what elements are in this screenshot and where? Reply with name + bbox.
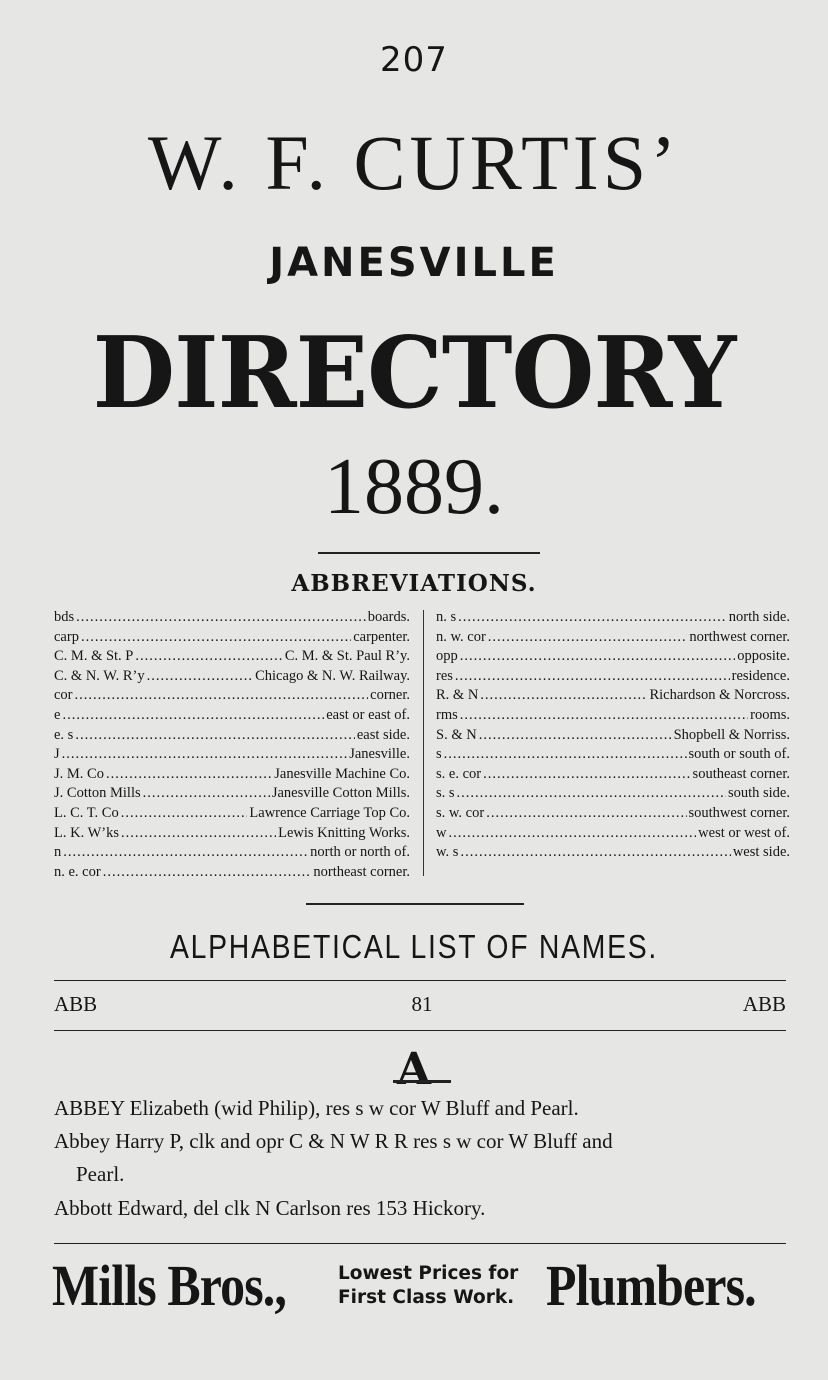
- leader-dots: [483, 765, 690, 785]
- abbreviation-key: bds: [54, 609, 75, 625]
- abbreviation-row: [54, 608, 410, 628]
- abbreviation-row: [436, 667, 790, 687]
- entry-continuation: Pearl.: [76, 1162, 125, 1186]
- abbreviation-row: [54, 843, 410, 863]
- abbreviation-key: carp: [54, 628, 79, 645]
- leader-dots: [460, 843, 730, 863]
- abbreviation-row: [54, 863, 410, 883]
- leader-dots: [63, 843, 308, 863]
- abbreviation-key: C. M. & St. P: [54, 648, 134, 665]
- abbreviation-row: [436, 745, 790, 765]
- column-divider: [423, 610, 424, 876]
- advertisement: [0, 1252, 828, 1322]
- leader-dots: [147, 667, 253, 687]
- abbreviation-row: [54, 784, 410, 804]
- city-name: JANESVILLE: [269, 240, 559, 286]
- abbreviation-row: [436, 726, 790, 746]
- abbreviation-key: n. s: [436, 609, 457, 625]
- section-letter: A: [396, 1044, 432, 1095]
- abbreviation-meaning: east or east of.: [326, 706, 410, 723]
- abbreviation-key: s: [436, 746, 442, 763]
- leader-dots: [76, 608, 366, 628]
- ad-tagline-line: First Class Work.: [338, 1287, 515, 1308]
- abbreviation-key: e. s: [54, 726, 74, 743]
- abbreviation-row: [54, 765, 410, 785]
- header-rule-top: [54, 980, 786, 981]
- abbreviation-meaning: northeast corner.: [313, 863, 410, 880]
- directory-entry: [54, 1192, 794, 1225]
- title-divider: [318, 552, 540, 554]
- leader-dots: [455, 667, 730, 687]
- list-title: ALPHABETICAL LIST OF NAMES.: [169, 928, 659, 965]
- abbreviation-row: [436, 765, 790, 785]
- abbreviation-row: [54, 824, 410, 844]
- abbreviation-meaning: southeast corner.: [692, 765, 790, 782]
- abbreviation-meaning: residence.: [731, 667, 790, 684]
- abbreviation-meaning: C. M. & St. Paul R’y.: [284, 648, 410, 665]
- abbreviation-meaning: south side.: [727, 785, 790, 802]
- abbreviation-key: w. s: [436, 844, 459, 861]
- abbreviation-key: n. e. cor: [54, 863, 101, 880]
- ad-rule: [54, 1243, 786, 1244]
- section-letter-underline: [393, 1080, 451, 1083]
- abbreviation-meaning: south or south of.: [688, 746, 790, 763]
- abbreviation-key: cor: [54, 687, 73, 704]
- abbreviation-key: s. e. cor: [436, 765, 482, 782]
- leader-dots: [121, 824, 276, 844]
- ad-trade: Plumbers.: [546, 1253, 756, 1318]
- abbreviation-row: [436, 686, 790, 706]
- abbreviation-key: s. s: [436, 785, 455, 802]
- abbreviation-row: [54, 686, 410, 706]
- entry-line: Abbey Harry P, clk and opr C & N W R R res s w cor W Bluff and: [54, 1129, 613, 1153]
- leader-dots: [458, 608, 727, 628]
- abbreviation-row: [436, 804, 790, 824]
- abbreviation-row: [436, 628, 790, 648]
- abbreviation-key: e: [54, 706, 61, 723]
- abbreviation-meaning: Janesville Cotton Mills.: [271, 785, 410, 802]
- abbreviation-key: opp: [436, 648, 458, 665]
- entry-line: ABBEY Elizabeth (wid Philip), res s w cor W Bluff and Pearl.: [54, 1096, 579, 1120]
- abbreviation-row: [54, 726, 410, 746]
- abbreviation-meaning: southwest corner.: [688, 804, 790, 821]
- leader-dots: [479, 726, 672, 746]
- abbreviation-meaning: Richardson & Norcross.: [649, 687, 790, 704]
- abbreviation-meaning: opposite.: [737, 648, 790, 665]
- abbreviation-row: [54, 628, 410, 648]
- header-rule-bottom: [54, 1030, 786, 1031]
- abbreviation-meaning: Janesville.: [349, 746, 410, 763]
- leader-dots: [488, 628, 688, 648]
- abbreviation-row: [54, 745, 410, 765]
- abbreviation-meaning: carpenter.: [353, 628, 410, 645]
- abbreviation-meaning: corner.: [370, 687, 410, 704]
- leader-dots: [135, 647, 282, 667]
- leader-dots: [62, 745, 348, 765]
- abbreviation-key: n. w. cor: [436, 628, 486, 645]
- abbreviation-key: S. & N: [436, 726, 477, 743]
- abbreviation-meaning: Janesville Machine Co.: [274, 765, 410, 782]
- abbreviation-meaning: north side.: [728, 609, 790, 625]
- abbreviation-meaning: rooms.: [750, 706, 790, 723]
- directory-year: 1889.: [324, 443, 504, 531]
- abbreviation-meaning: Lawrence Carriage Top Co.: [249, 804, 410, 821]
- leader-dots: [460, 647, 735, 667]
- abbreviations-heading: ABBREVIATIONS.: [291, 570, 537, 597]
- leader-dots: [444, 745, 687, 765]
- abbreviations-right-column: [436, 608, 790, 863]
- directory-entry: [54, 1092, 794, 1125]
- running-header-center: 81: [411, 992, 433, 1016]
- abbreviation-row: [436, 843, 790, 863]
- section-divider: [306, 903, 524, 905]
- abbreviation-meaning: Chicago & N. W. Railway.: [255, 667, 410, 684]
- abbreviation-key: L. C. T. Co: [54, 804, 119, 821]
- publisher-name: W. F. CURTIS’: [147, 119, 681, 206]
- abbreviation-key: R. & N: [436, 687, 479, 704]
- leader-dots: [62, 706, 324, 726]
- leader-dots: [486, 804, 686, 824]
- abbreviation-meaning: boards.: [367, 609, 410, 625]
- entry-line: Abbott Edward, del clk N Carlson res 153 Hickory.: [54, 1196, 486, 1220]
- leader-dots: [460, 706, 748, 726]
- abbreviation-meaning: north or north of.: [310, 844, 410, 861]
- leader-dots: [81, 628, 351, 648]
- abbreviation-key: J: [54, 746, 60, 763]
- leader-dots: [121, 804, 248, 824]
- abbreviation-key: J. M. Co: [54, 765, 104, 782]
- ad-tagline-line: Lowest Prices for: [338, 1263, 519, 1284]
- running-header-right: ABB: [742, 992, 786, 1016]
- abbreviations-left-column: [54, 608, 410, 882]
- abbreviation-row: [436, 824, 790, 844]
- abbreviation-meaning: east side.: [356, 726, 410, 743]
- abbreviation-row: [54, 667, 410, 687]
- directory-title: DIRECTORY: [92, 316, 736, 431]
- leader-dots: [448, 824, 696, 844]
- abbreviation-meaning: west side.: [732, 844, 790, 861]
- leader-dots: [103, 863, 312, 883]
- abbreviation-row: [436, 784, 790, 804]
- abbreviation-key: w: [436, 824, 447, 841]
- abbreviation-key: n: [54, 844, 62, 861]
- leader-dots: [106, 765, 272, 785]
- running-header-left: ABB: [54, 992, 98, 1016]
- abbreviation-key: s. w. cor: [436, 804, 485, 821]
- ad-business-name: Mills Bros.,: [52, 1253, 287, 1318]
- abbreviation-row: [436, 608, 790, 628]
- abbreviation-row: [54, 647, 410, 667]
- leader-dots: [457, 784, 726, 804]
- leader-dots: [75, 686, 369, 706]
- directory-entry: [54, 1125, 794, 1191]
- abbreviation-key: L. K. W’ks: [54, 824, 119, 841]
- abbreviation-row: [436, 647, 790, 667]
- abbreviation-key: C. & N. W. R’y: [54, 667, 145, 684]
- abbreviation-key: rms: [436, 706, 458, 723]
- abbreviation-meaning: northwest corner.: [689, 628, 790, 645]
- page-number: 207: [380, 40, 448, 80]
- abbreviation-row: [54, 804, 410, 824]
- abbreviation-row: [54, 706, 410, 726]
- abbreviation-meaning: west or west of.: [698, 824, 790, 841]
- abbreviation-key: res: [436, 667, 453, 684]
- abbreviation-meaning: Lewis Knitting Works.: [278, 824, 410, 841]
- ad-tagline: [338, 1262, 518, 1310]
- abbreviation-row: [436, 706, 790, 726]
- leader-dots: [75, 726, 355, 746]
- leader-dots: [480, 686, 647, 706]
- abbreviation-meaning: Shopbell & Norriss.: [673, 726, 790, 743]
- abbreviation-key: J. Cotton Mills: [54, 785, 141, 802]
- leader-dots: [143, 784, 270, 804]
